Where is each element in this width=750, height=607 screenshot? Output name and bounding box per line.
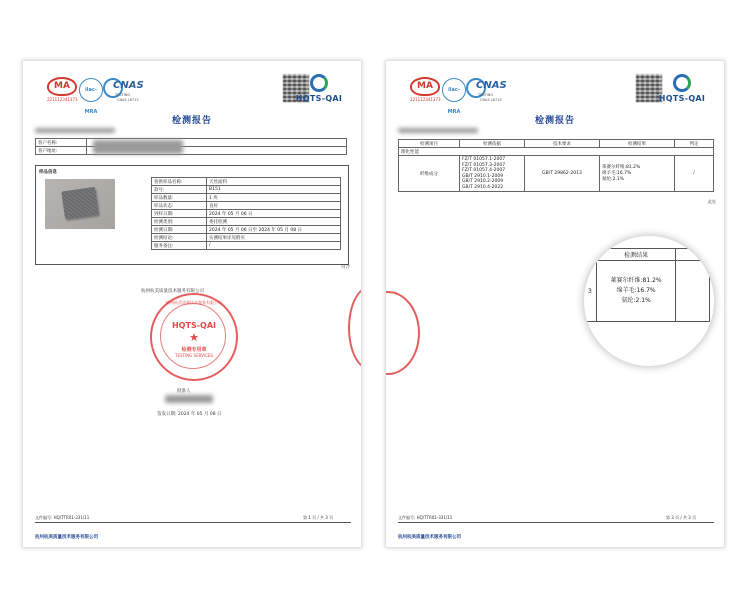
judgement-note: 符合	[341, 265, 350, 270]
fabric-swatch	[61, 187, 99, 219]
cma-logo: MA 221112341373	[410, 77, 440, 103]
row-fragment: 3	[583, 261, 596, 322]
company-name: 杭州杭美质量技术服务有限公司	[141, 289, 204, 294]
sample-photo	[45, 179, 115, 229]
end-note: 此处	[708, 199, 716, 204]
approver-signature-redacted	[165, 395, 213, 403]
footer-doc-code: 文件编号: HQ/TTR01-331/11	[398, 515, 453, 520]
table-row	[152, 242, 341, 250]
column-header: 检测结果	[596, 249, 676, 261]
table-header-row	[399, 140, 714, 148]
column-header: 检测项目	[399, 140, 460, 148]
report-number-redacted	[398, 128, 478, 133]
table-row	[583, 261, 710, 322]
sample-info-table	[151, 177, 341, 250]
sample-section-label: 样品信息	[39, 170, 57, 175]
hqts-qai-logo: HQTS-QAI	[289, 74, 349, 106]
sample-field-label: 款号:	[152, 186, 207, 194]
column-header: 检测依据	[460, 140, 525, 148]
table-row	[399, 156, 714, 192]
test-results-table	[398, 139, 714, 192]
client-row	[36, 139, 347, 147]
footer-page-number: 第 1 页 / 共 3 页	[303, 515, 334, 520]
footer-page-number: 第 3 页 / 共 3 页	[666, 515, 697, 520]
magnified-results-table	[583, 248, 710, 322]
report-number-redacted	[35, 128, 115, 133]
sample-field-value: 2024 年 05 月 06 日至 2024 年 05 月 08 日	[207, 226, 341, 234]
results-magnifier	[583, 235, 715, 367]
report-page-1	[22, 60, 362, 548]
sample-field-value: B151	[207, 186, 341, 194]
sample-field-label: 检测结论:	[152, 234, 207, 242]
magnified-result: 莱赛尔纤维:81.2% 绵羊毛:16.7% 氨纶:2.1%	[596, 261, 676, 322]
client-info-table	[35, 138, 347, 155]
sample-field-label: 到样日期:	[152, 210, 207, 218]
stamp-brand: HQTS-QAI	[171, 321, 216, 330]
testing-seal-stamp	[150, 293, 238, 381]
cnas-logo: CNAS TESTING CNAS L8713	[466, 78, 510, 104]
stamp-label: 检测专用章	[181, 347, 207, 353]
footer-divider	[35, 522, 351, 523]
column-header: 判定	[675, 140, 714, 148]
table-row	[152, 210, 341, 218]
table-header-row	[583, 249, 710, 261]
footer-divider	[398, 522, 714, 523]
sample-field-label: 服务备注:	[152, 242, 207, 250]
table-row	[152, 202, 341, 210]
report-title: 检测报告	[171, 116, 212, 126]
partial-seal-stamp	[385, 291, 420, 375]
group-label: 理化性能	[399, 148, 714, 156]
stamp-ring-text: 杭州杭美质量技术服务有限公司	[166, 300, 222, 305]
group-row	[399, 148, 714, 156]
sample-field-value: 天丝面料	[207, 178, 341, 186]
technical-requirement: GB/T 29862-2013	[525, 156, 600, 192]
sample-field-value: 1 块	[207, 194, 341, 202]
footer-company: 杭州杭美质量技术服务有限公司	[398, 535, 461, 540]
star-icon: ★	[189, 331, 199, 344]
sample-field-value: 良好	[207, 202, 341, 210]
test-basis: FZ/T 01057.1-2007 FZ/T 01057.3-2007 FZ/T 01057.4-2007 GB/T 2910.1-2009 GB/T 2910.2-2009 GB/T 2910.4-2022	[460, 156, 525, 192]
stamp-sub: TESTING SERVICES	[175, 353, 213, 358]
footer-doc-code: 文件编号: HQ/TTR01-331/11	[35, 515, 90, 520]
sample-field-value: /	[207, 242, 341, 250]
client-label: 客户地址:	[36, 147, 87, 155]
column-header: 检测结果	[600, 140, 675, 148]
client-label: 客户名称:	[36, 139, 87, 147]
report-page-3	[385, 60, 725, 548]
report-title: 检测报告	[534, 116, 575, 126]
report-header	[47, 74, 351, 115]
report-header	[410, 74, 714, 115]
judgement: /	[675, 156, 714, 192]
sample-field-label: 检测类别:	[152, 218, 207, 226]
table-row	[152, 234, 341, 242]
sample-field-value: 2024 年 05 月 06 日	[207, 210, 341, 218]
issue-date-value: 2024 年 05 月 08 日	[177, 412, 222, 417]
table-row	[152, 194, 341, 202]
test-result: 莱赛尔纤维:81.2% 绵羊毛:16.7% 氨纶:2.1%	[600, 156, 675, 192]
column-header: 技术要求	[525, 140, 600, 148]
cnas-logo: CNAS TESTING CNAS L8713	[103, 78, 147, 104]
table-row	[152, 178, 341, 186]
partial-seal-stamp	[348, 286, 362, 370]
sample-field-label: 客供样品名称:	[152, 178, 207, 186]
hqts-qai-logo: HQTS-QAI	[652, 74, 712, 106]
ilac-mra-logo: ilac-MRA	[442, 78, 466, 102]
client-info-redacted	[93, 140, 183, 154]
cma-logo: MA 221112341373	[47, 77, 77, 103]
client-row	[36, 147, 347, 155]
table-row	[152, 186, 341, 194]
ilac-mra-logo: ilac-MRA	[79, 78, 103, 102]
footer-company: 杭州杭美质量技术服务有限公司	[35, 535, 98, 540]
table-row	[152, 226, 341, 234]
test-item: 纤维成分	[399, 156, 460, 192]
sample-field-label: 检测日期:	[152, 226, 207, 234]
table-row	[152, 218, 341, 226]
issue-date-label: 签发日期: 2024 年 05 月 08 日	[157, 412, 222, 417]
approver-label: 批准人	[177, 389, 191, 394]
sample-field-label: 样品数量:	[152, 194, 207, 202]
sample-field-value: 实测结果详见附页	[207, 234, 341, 242]
sample-field-value: 委托检测	[207, 218, 341, 226]
sample-field-label: 样品状态:	[152, 202, 207, 210]
